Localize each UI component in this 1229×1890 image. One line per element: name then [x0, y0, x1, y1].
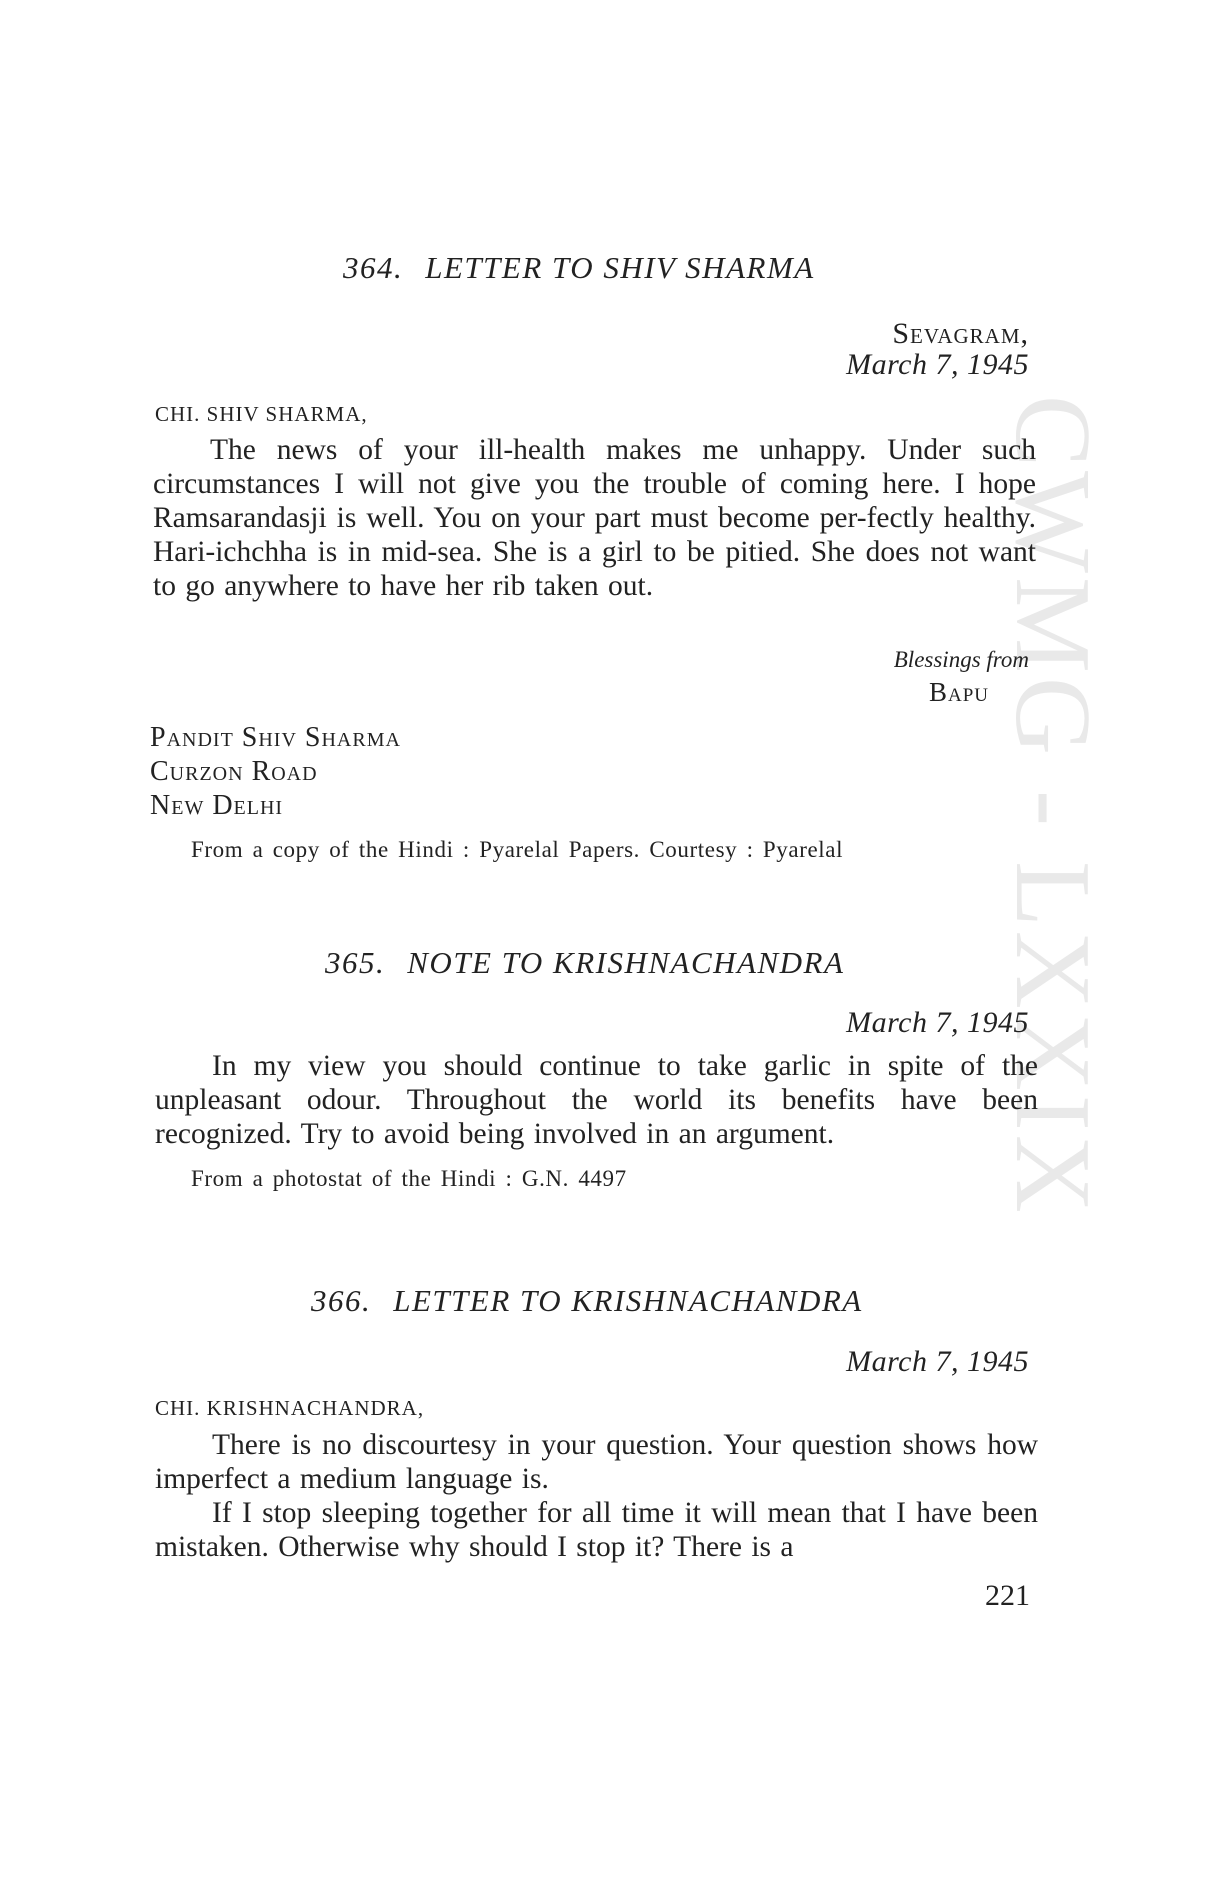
source-note: From a copy of the Hindi : Pyarelal Papers. Courtesy : Pyarelal [191, 837, 844, 862]
letter-place: Sevagram, [892, 317, 1029, 350]
address-block [150, 721, 401, 823]
section-title: LETTER TO KRISHNACHANDRA [393, 1283, 863, 1318]
closing-blessings: Blessings from [893, 647, 1029, 672]
letter-paragraph: The news of your ill-health makes me unhappy. Under such circumstances I will not give you the trouble of coming here. I hope Ramsarandasji is well. You on your part must become per-fectly healthy. Hari-ichchha is in mid-sea. She is a girl to be pitied. She does not want to go anywhere to have her rib taken out. [153, 434, 1036, 602]
section-number: 364. [343, 250, 404, 285]
signature: Bapu [928, 677, 989, 707]
address-line: Curzon Road [150, 756, 318, 787]
section-heading-365 [325, 945, 844, 981]
note-paragraph: In my view you should continue to take garlic in spite of the unpleasant odour. Throughout the world its benefits have been recognized. Try to avoid being involved in an argument. [155, 1050, 1038, 1150]
section-heading-366 [311, 1283, 863, 1319]
salutation: CHI. SHIV SHARMA, [155, 402, 368, 426]
section-title: LETTER TO SHIV SHARMA [425, 250, 815, 285]
section-heading-364 [343, 250, 815, 286]
letter-date: March 7, 1945 [846, 1345, 1029, 1378]
letter-date: March 7, 1945 [846, 348, 1029, 381]
salutation: CHI. KRISHNACHANDRA, [155, 1396, 425, 1420]
section-title: NOTE TO KRISHNACHANDRA [407, 945, 845, 980]
source-note: From a photostat of the Hindi : G.N. 4497 [191, 1166, 627, 1191]
address-line: New Delhi [150, 790, 284, 821]
watermark: CWMG - LXXIX [993, 395, 1112, 1217]
section-number: 366. [311, 1283, 372, 1318]
address-line: Pandit Shiv Sharma [150, 722, 401, 753]
note-date: March 7, 1945 [846, 1006, 1029, 1039]
section-number: 365. [325, 945, 386, 980]
letter-paragraph: If I stop sleeping together for all time it will mean that I have been mistaken. Otherwise why should I stop it? There is a [155, 1497, 1038, 1563]
page-number: 221 [985, 1579, 1030, 1612]
letter-paragraph: There is no discourtesy in your question. Your question shows how imperfect a medium language is. [155, 1429, 1038, 1495]
